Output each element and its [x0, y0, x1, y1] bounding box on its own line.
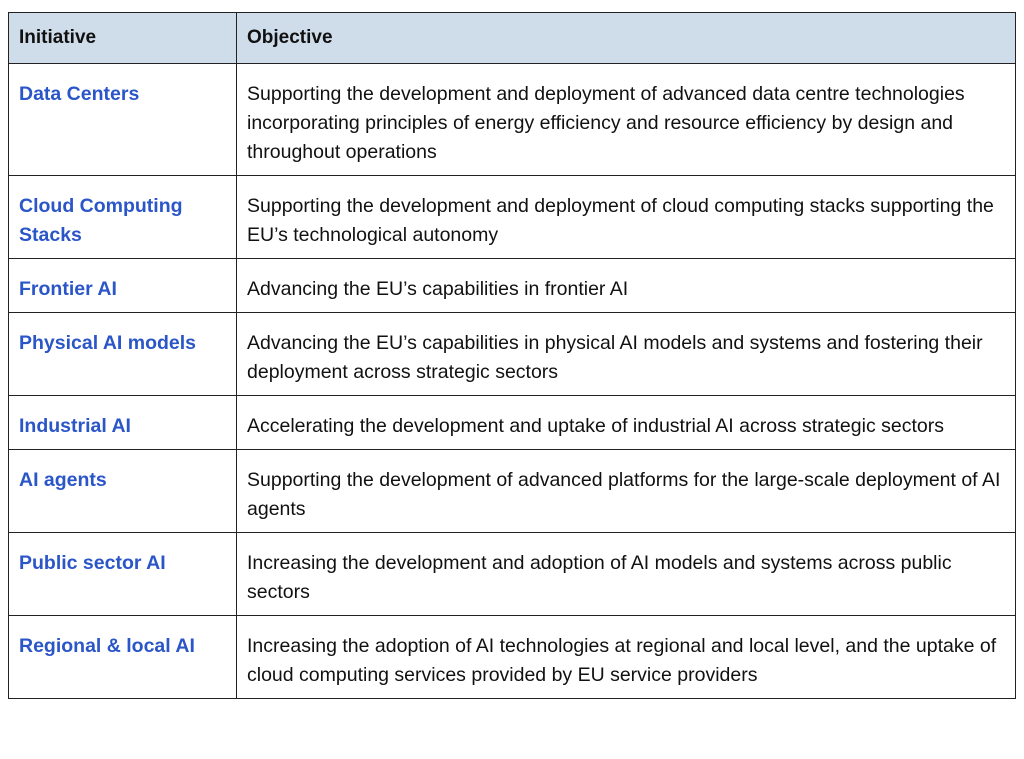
table-row [9, 259, 1016, 313]
objective-text: Accelerating the development and uptake of industrial AI across strategic sectors [247, 415, 944, 437]
initiative-cell [9, 313, 237, 396]
objective-text: Supporting the development and deployment of advanced data centre technologies incorporating principles of energy efficiency and resource efficiency by design and throughout operations [247, 83, 965, 163]
objective-text: Increasing the development and adoption of AI models and systems across public sectors [247, 552, 952, 603]
header-initiative-label: Initiative [19, 27, 97, 48]
initiative-cell [9, 259, 237, 313]
header-objective [237, 13, 1016, 64]
header-objective-label: Objective [247, 27, 333, 48]
objective-cell [237, 259, 1016, 313]
initiative-label: Physical AI models [19, 332, 197, 354]
initiative-cell [9, 533, 237, 616]
initiative-label: Cloud Computing Stacks [19, 195, 183, 246]
initiative-cell [9, 396, 237, 450]
objective-text: Increasing the adoption of AI technologies at regional and local level, and the uptake of cloud computing services provided by EU service providers [247, 635, 997, 686]
objective-cell [237, 176, 1016, 259]
objective-text: Supporting the development of advanced platforms for the large-scale deployment of AI agents [247, 469, 1001, 520]
objective-cell [237, 616, 1016, 699]
objective-cell [237, 396, 1016, 450]
initiative-label: Frontier AI [19, 278, 117, 300]
table-row [9, 533, 1016, 616]
initiative-cell [9, 616, 237, 699]
objective-text: Advancing the EU’s capabilities in frontier AI [247, 278, 629, 300]
initiatives-table-wrapper [8, 12, 1015, 699]
initiative-label: Industrial AI [19, 415, 131, 437]
initiative-cell [9, 450, 237, 533]
table-row [9, 616, 1016, 699]
initiative-label: Public sector AI [19, 552, 166, 574]
table-row [9, 64, 1016, 176]
initiative-cell [9, 64, 237, 176]
table-header-row [9, 13, 1016, 64]
table-row [9, 313, 1016, 396]
objective-cell [237, 533, 1016, 616]
initiatives-table [8, 12, 1016, 699]
table-row [9, 396, 1016, 450]
objective-cell [237, 450, 1016, 533]
initiative-label: AI agents [19, 469, 107, 491]
objective-cell [237, 64, 1016, 176]
objective-text: Advancing the EU’s capabilities in physical AI models and systems and fostering their deployment across strategic sectors [247, 332, 983, 383]
header-initiative [9, 13, 237, 64]
table-row [9, 176, 1016, 259]
initiative-label: Data Centers [19, 83, 140, 105]
initiative-label: Regional & local AI [19, 635, 195, 657]
table-row [9, 450, 1016, 533]
objective-cell [237, 313, 1016, 396]
initiative-cell [9, 176, 237, 259]
objective-text: Supporting the development and deployment of cloud computing stacks supporting the EU’s technological autonomy [247, 195, 994, 246]
